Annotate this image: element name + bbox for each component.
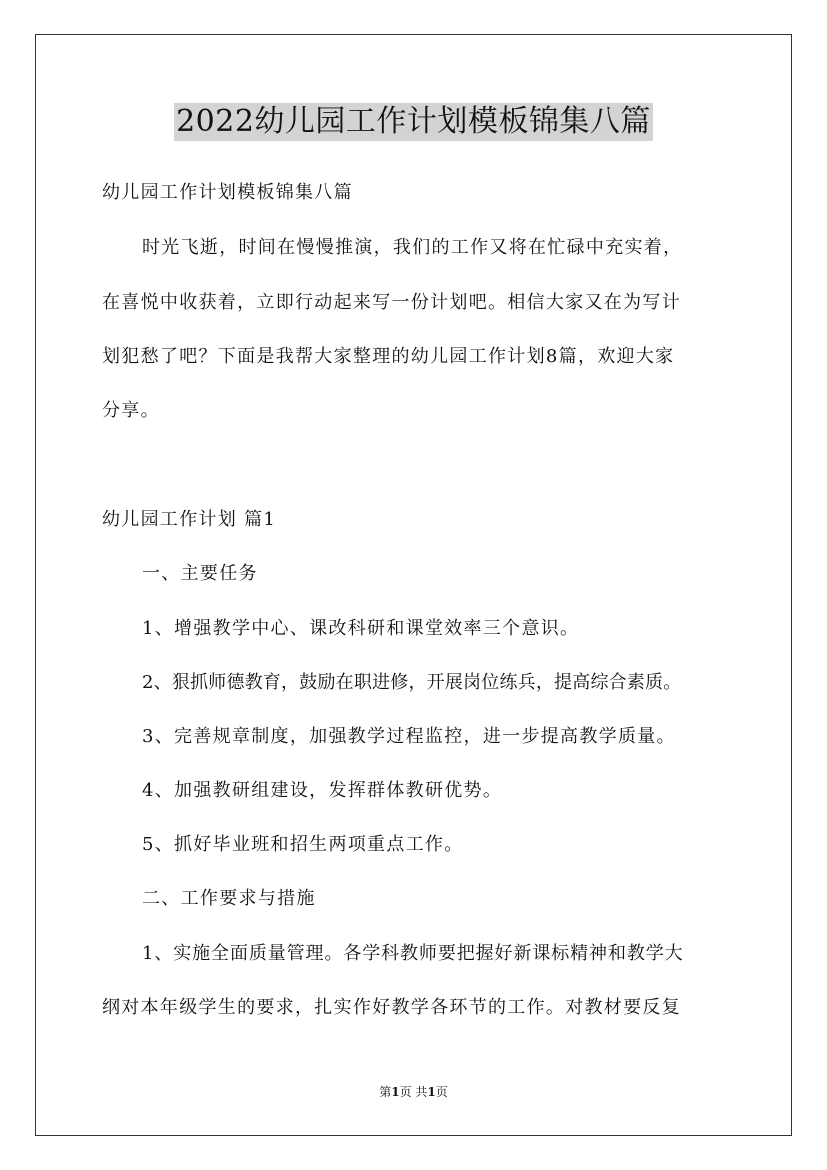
task-item: 4、加强教研组建设，发挥群体教研优势。 <box>142 780 503 801</box>
footer-page-suffix: 页 <box>435 1085 448 1099</box>
footer-total-pages: 1 <box>427 1085 436 1099</box>
intro-line-4: 分享。 <box>102 400 160 421</box>
intro-line-3: 划犯愁了吧？下面是我帮大家整理的幼儿园工作计划8篇，欢迎大家 <box>102 346 675 367</box>
measure-line-1: 1、实施全面质量管理。各学科教师要把握好新课标精神和教学大 <box>142 943 684 964</box>
intro-line-1: 时光飞逝，时间在慢慢推演，我们的工作又将在忙碌中充实着， <box>142 237 683 258</box>
task-item: 5、抓好毕业班和招生两项重点工作。 <box>142 834 464 855</box>
footer-page-prefix: 第 <box>379 1085 392 1099</box>
task-item: 1、增强教学中心、课改科研和课堂效率三个意识。 <box>142 618 580 639</box>
part-heading-1: 一、主要任务 <box>142 563 258 584</box>
title-wrap <box>0 103 827 141</box>
page-footer <box>0 1084 827 1100</box>
intro-line-2: 在喜悦中收获着，立即行动起来写一份计划吧。相信大家又在为写计 <box>102 292 681 313</box>
subtitle: 幼儿园工作计划模板锦集八篇 <box>102 182 353 203</box>
task-item: 3、完善规章制度，加强教学过程监控，进一步提高教学质量。 <box>142 726 676 747</box>
measure-line-2: 纲对本年级学生的要求，扎实作好教学各环节的工作。对教材要反复 <box>102 997 681 1018</box>
task-item: 2、狠抓师德教育，鼓励在职进修，开展岗位练兵，提高综合素质。 <box>142 672 682 693</box>
document-title: 2022幼儿园工作计划模板锦集八篇 <box>176 104 651 139</box>
footer-page-mid: 页 共 <box>399 1085 428 1099</box>
section-heading: 幼儿园工作计划 篇1 <box>102 509 277 530</box>
footer-page-number: 1 <box>391 1085 400 1099</box>
part-heading-2: 二、工作要求与措施 <box>142 888 316 909</box>
